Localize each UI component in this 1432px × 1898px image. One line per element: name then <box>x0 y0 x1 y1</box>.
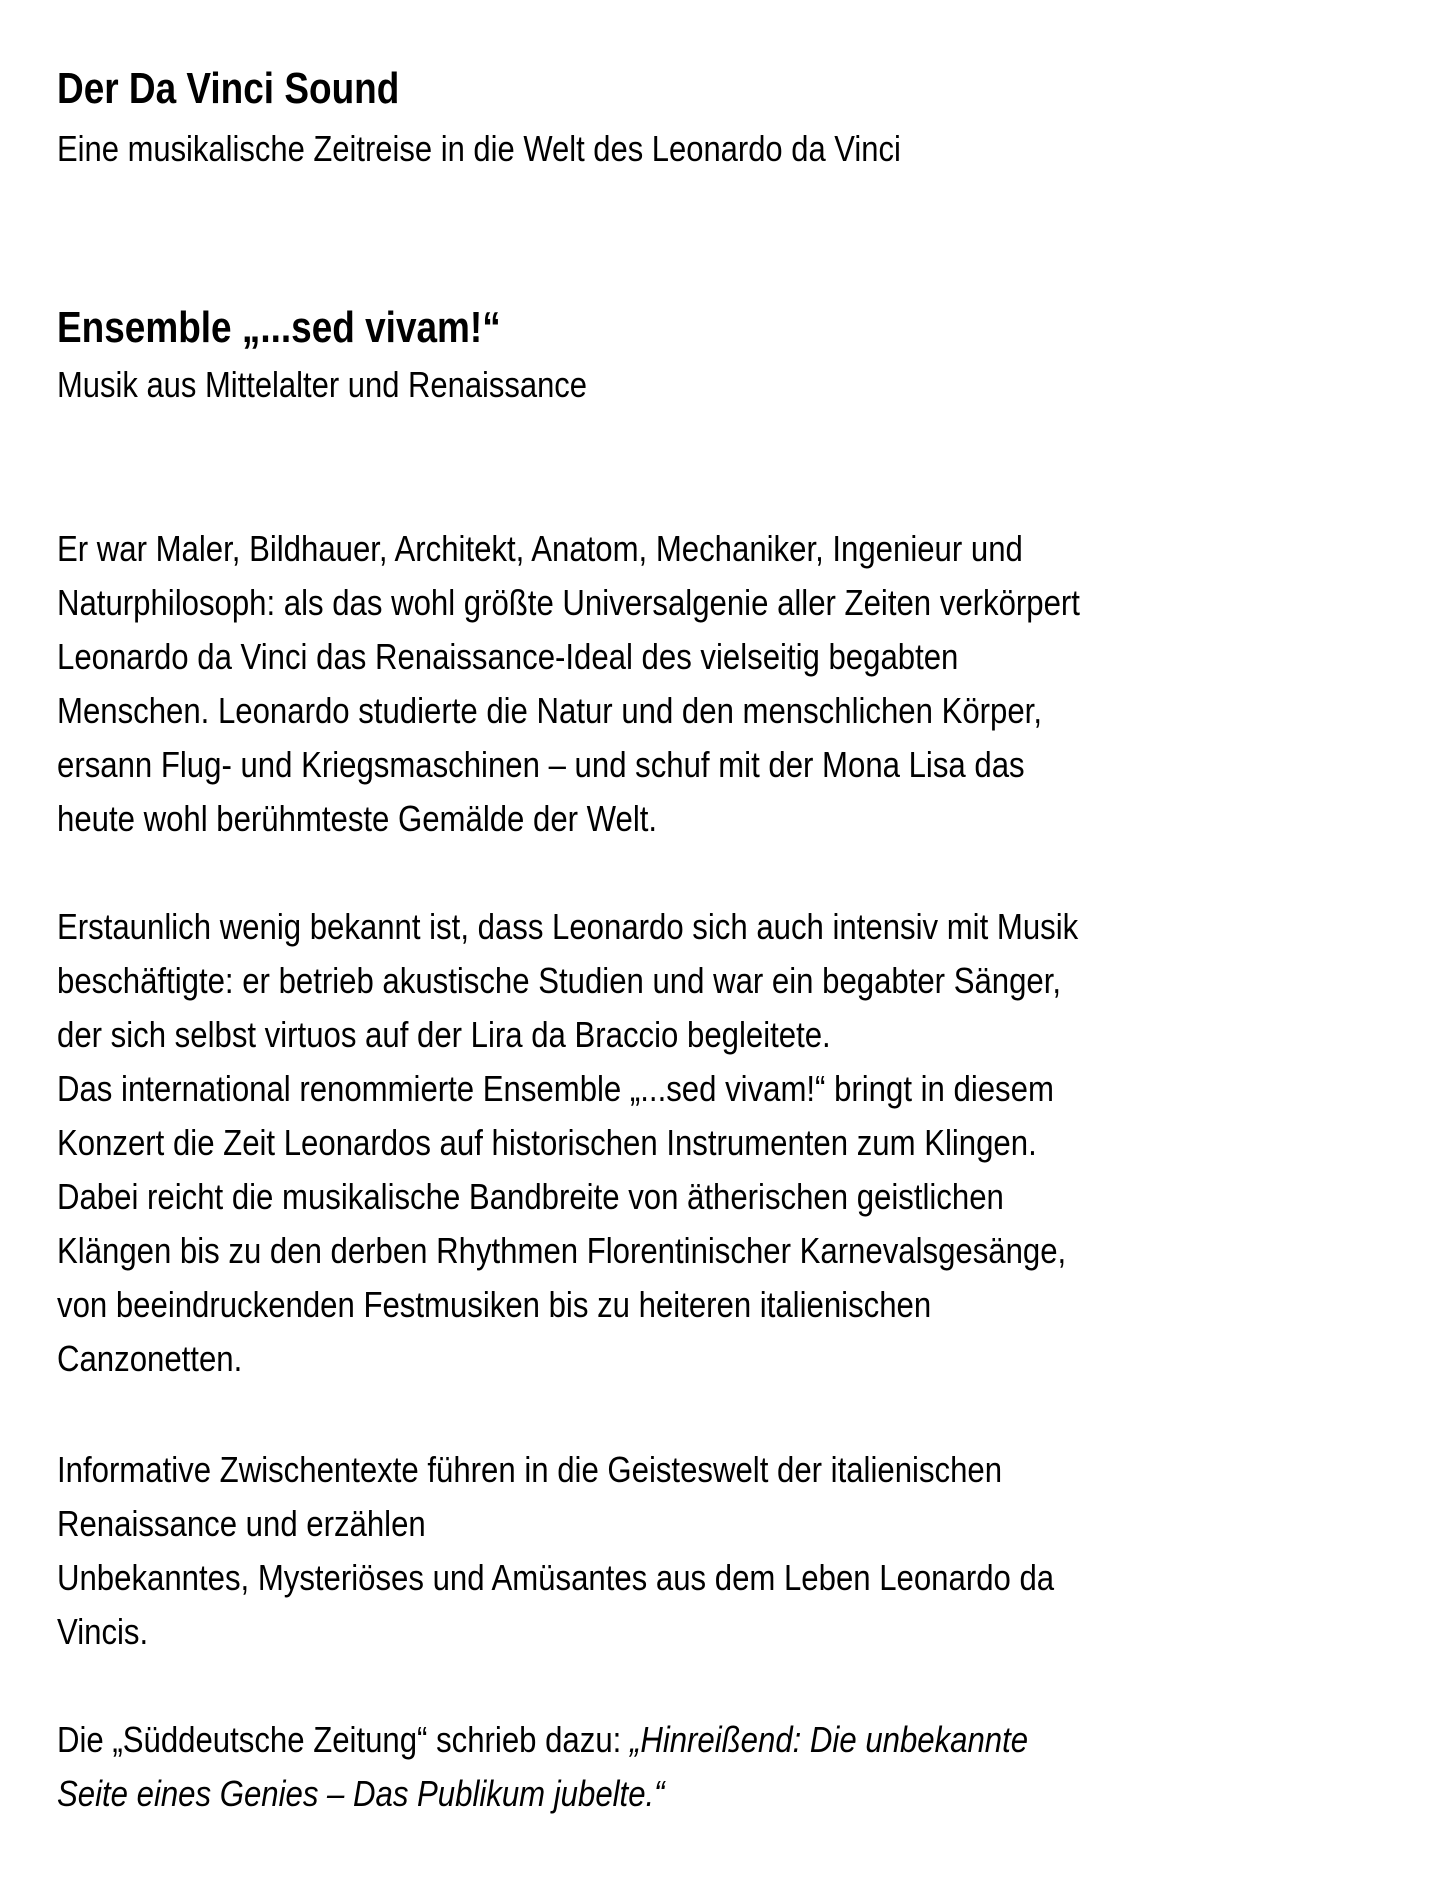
paragraph-line: von beeindruckenden Festmusiken bis zu heiteren italienischen <box>57 1284 932 1325</box>
paragraph-line: Vincis. <box>57 1611 149 1652</box>
paragraph-line: Unbekanntes, Mysteriöses und Amüsantes aus dem Leben Leonardo da <box>57 1557 1055 1598</box>
paragraph-line: heute wohl berühmteste Gemälde der Welt. <box>57 798 658 839</box>
paragraph-line: Klängen bis zu den derben Rhythmen Florentinischer Karnevalsgesänge, <box>57 1230 1067 1271</box>
paragraph-line: Naturphilosoph: als das wohl größte Universalgenie aller Zeiten verkörpert <box>57 582 1080 623</box>
paragraph-line: Canzonetten. <box>57 1338 243 1379</box>
press-quote-text: „Hinreißend: Die unbekannte <box>629 1719 1029 1760</box>
event-title: Der Da Vinci Sound <box>57 64 400 113</box>
press-quote-line <box>57 1719 1029 1760</box>
ensemble-subtitle: Musik aus Mittelalter und Renaissance <box>57 364 588 405</box>
paragraph-line: Renaissance und erzählen <box>57 1503 426 1544</box>
paragraph-line: der sich selbst virtuos auf der Lira da Braccio begleitete. <box>57 1014 831 1055</box>
paragraph-line: ersann Flug- und Kriegsmaschinen – und schuf mit der Mona Lisa das <box>57 744 1025 785</box>
paragraph-line: Er war Maler, Bildhauer, Architekt, Anatom, Mechaniker, Ingenieur und <box>57 528 1023 569</box>
paragraph-line: Das international renommierte Ensemble „...sed vivam!“ bringt in diesem <box>57 1068 1054 1109</box>
paragraph-line: Dabei reicht die musikalische Bandbreite von ätherischen geistlichen <box>57 1176 1004 1217</box>
paragraph-line: beschäftigte: er betrieb akustische Studien und war ein begabter Sänger, <box>57 960 1062 1001</box>
ensemble-title: Ensemble „...sed vivam!“ <box>57 303 501 352</box>
paragraph-line: Leonardo da Vinci das Renaissance-Ideal des vielseitig begabten <box>57 636 959 677</box>
event-subtitle: Eine musikalische Zeitreise in die Welt des Leonardo da Vinci <box>57 128 901 169</box>
press-quote-text: Seite eines Genies – Das Publikum jubelte.“ <box>57 1773 665 1814</box>
paragraph-line: Erstaunlich wenig bekannt ist, dass Leonardo sich auch intensiv mit Musik <box>57 906 1079 947</box>
paragraph-line: Menschen. Leonardo studierte die Natur und den menschlichen Körper, <box>57 690 1042 731</box>
paragraph-line: Informative Zwischentexte führen in die Geisteswelt der italienischen <box>57 1449 1003 1490</box>
press-quote-intro: Die „Süddeutsche Zeitung“ schrieb dazu: <box>57 1719 630 1760</box>
press-quote-line <box>57 1773 665 1814</box>
paragraph-line: Konzert die Zeit Leonardos auf historischen Instrumenten zum Klingen. <box>57 1122 1037 1163</box>
